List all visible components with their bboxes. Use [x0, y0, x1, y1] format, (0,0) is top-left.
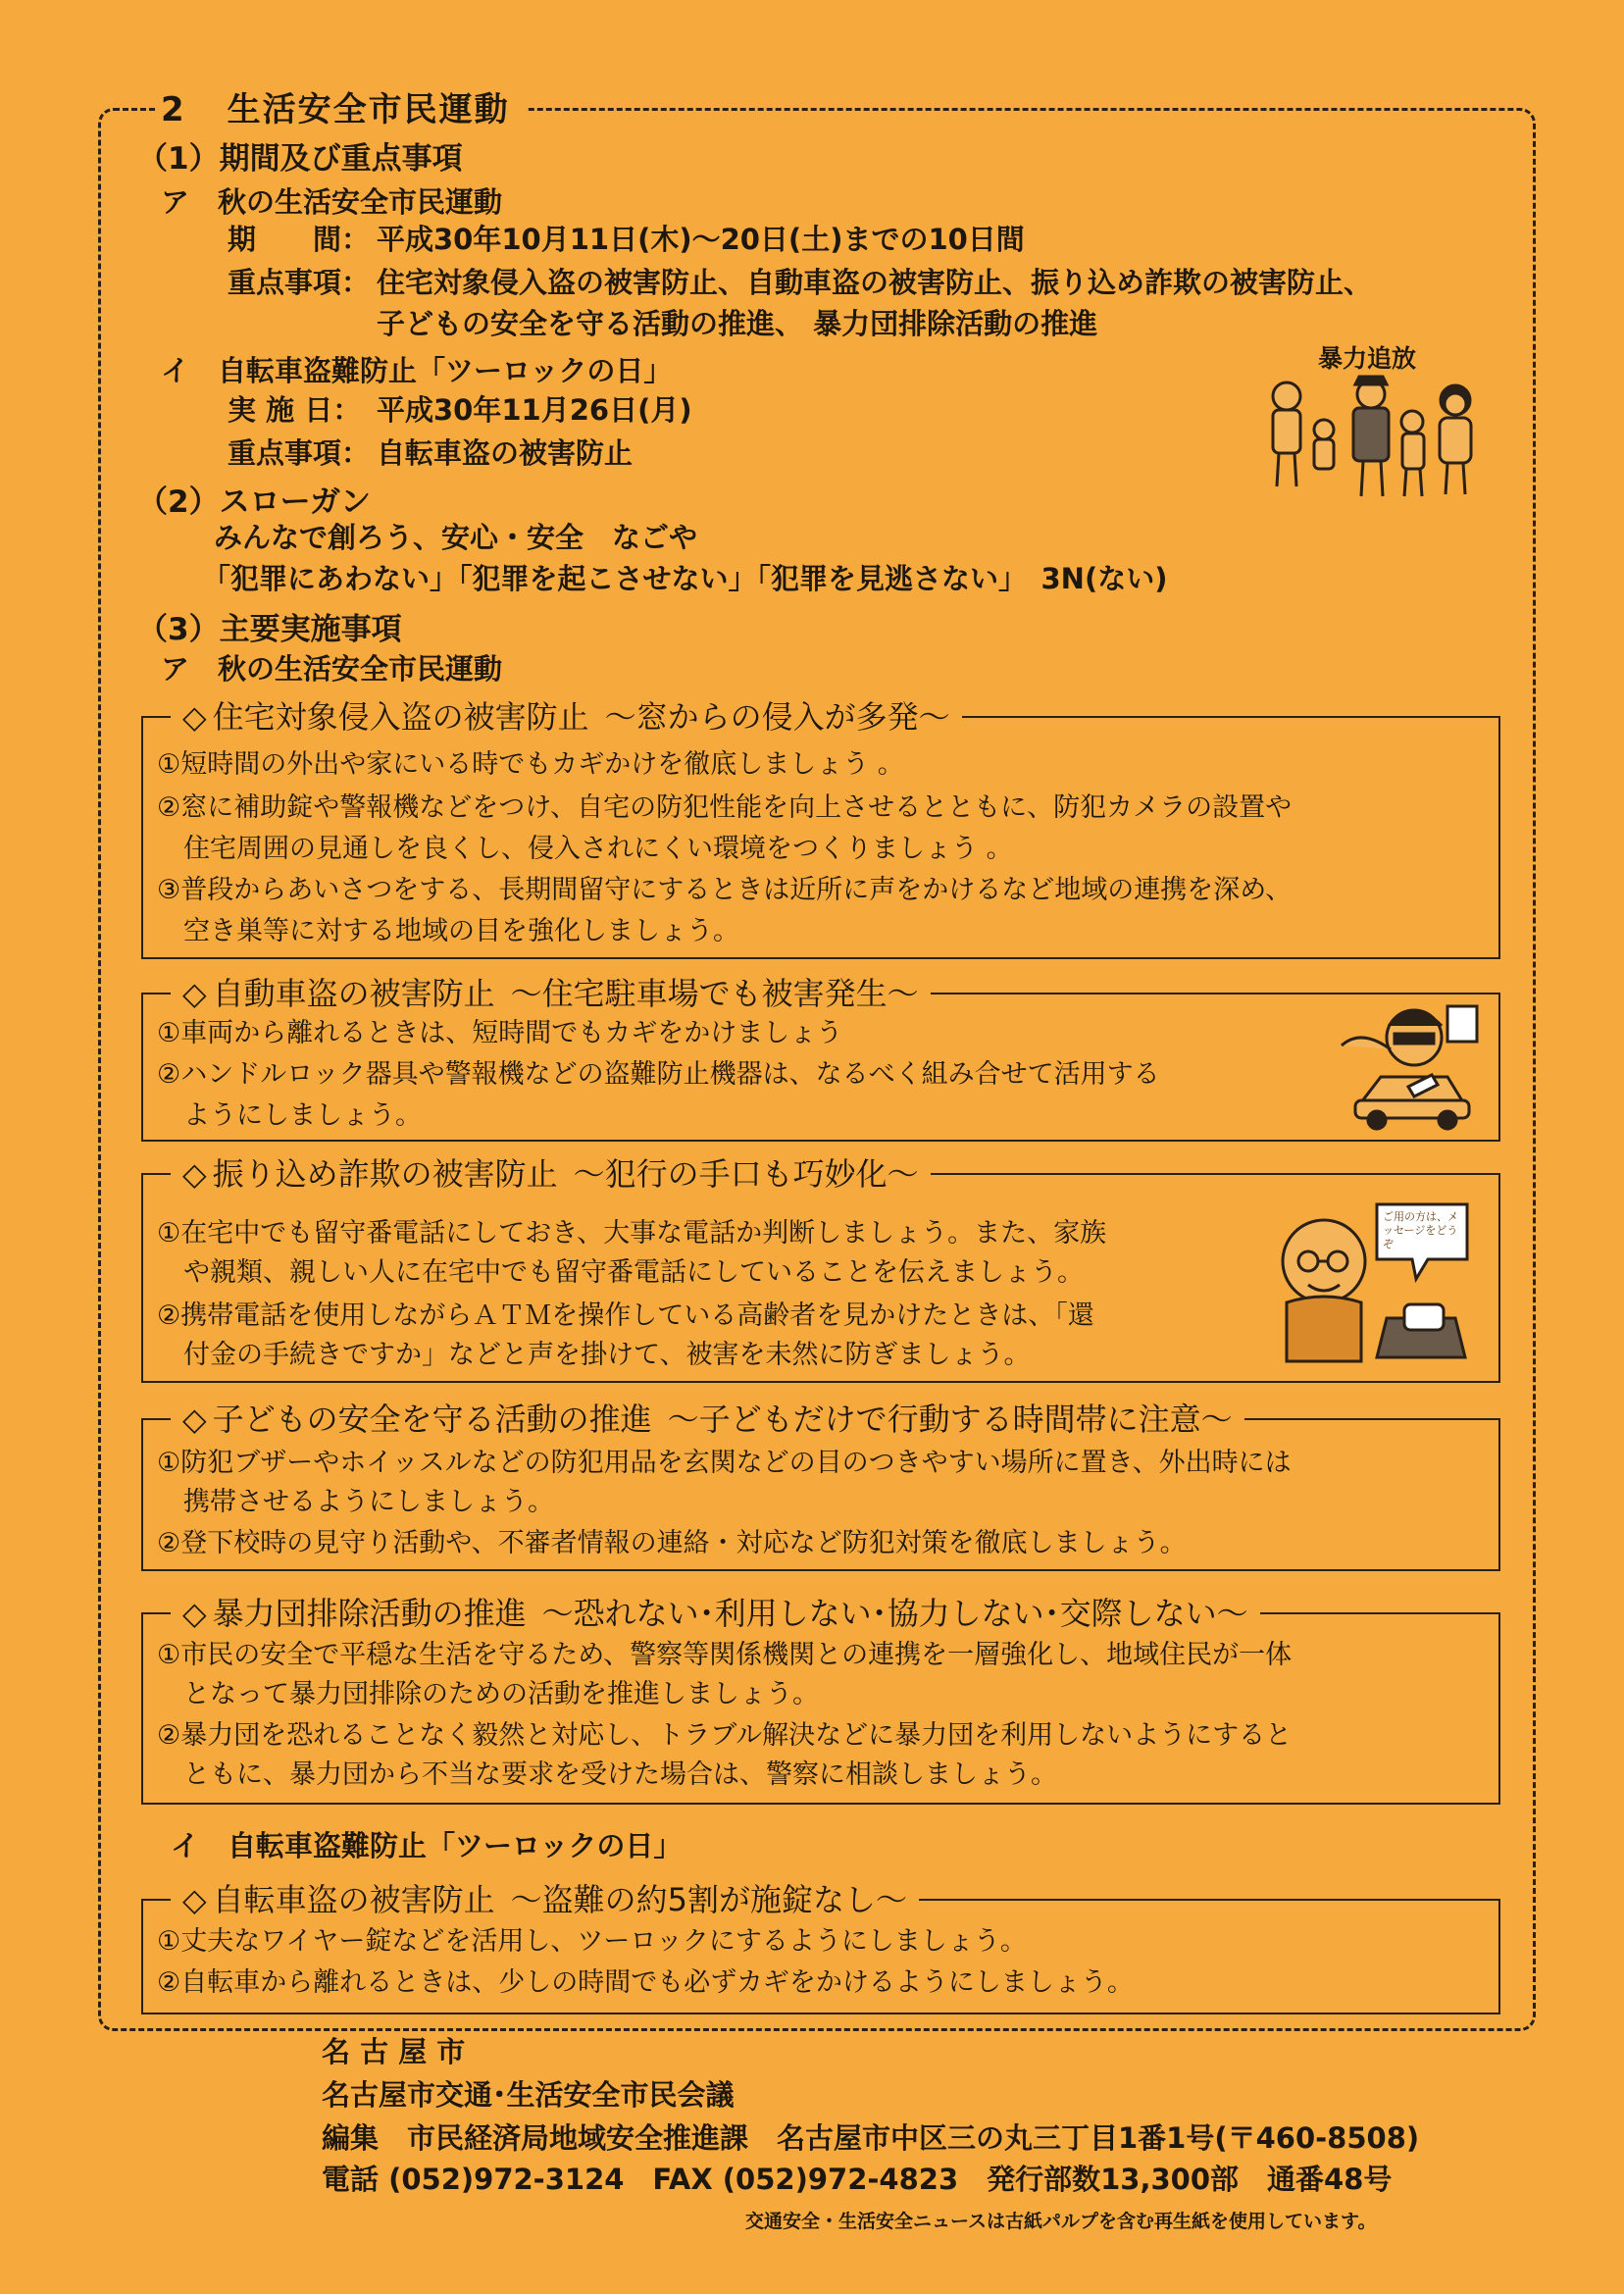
box-gang-tail: 〜恐れない･利用しない･協力しない･交際しない〜: [541, 1595, 1248, 1632]
anti-violence-illustration: [1255, 339, 1491, 516]
diamond-icon: ◇: [182, 975, 207, 1012]
list-item: ②暴力団を恐れることなく毅然と対応し、トラブル解決などに暴力団を利用しないようにすると: [157, 1720, 1293, 1751]
focus-line-1: 住宅対象侵入盗の被害防止、自動車盗の被害防止、振り込め詐欺の被害防止、: [377, 266, 1373, 299]
footer-editor: 編集 市民経済局地域安全推進課 名古屋市中区三の丸三丁目1番1号(〒460-8508): [322, 2121, 1420, 2155]
date-label: 実 施 日：: [228, 393, 362, 427]
slogan-line-2: 「犯罪にあわない」「犯罪を起こさせない」「犯罪を見逃さない」 3N(ない): [202, 562, 1168, 595]
period-value: 平成30年10月11日(木)〜20日(土)までの10日間: [377, 223, 1025, 256]
list-item: ①短時間の外出や家にいる時でもカギかけを徹底しましょう 。: [157, 749, 904, 780]
subheading-bike-activities: イ 自転車盗難防止「ツーロックの日」: [171, 1829, 683, 1862]
list-item: となって暴力団排除のための活動を推進しましょう。: [157, 1679, 819, 1709]
box-bike-main: 自転車盗の被害防止: [212, 1881, 495, 1918]
answering-machine-illustration: [1269, 1189, 1485, 1375]
box-fraud-main: 振り込め詐欺の被害防止: [212, 1155, 558, 1193]
list-item: や親類、親しい人に在宅中でも留守番電話にしていることを伝えましょう。: [157, 1257, 1084, 1288]
box-fraud-tail: 〜犯行の手口も巧妙化〜: [573, 1155, 919, 1193]
box-gang-title: [171, 1589, 1260, 1634]
box-car-title: [171, 969, 931, 1014]
box-gang: [141, 1595, 1500, 1805]
box-children-main: 子どもの安全を守る活動の推進: [212, 1401, 652, 1438]
list-item: ③普段からあいさつをする、長期間留守にするときは近所に声をかけるなど地域の連携を深め、: [157, 875, 1293, 905]
list-item: ②自転車から離れるときは、少しの時間でも必ずカギをかけるようにしましょう。: [157, 1967, 1134, 1998]
list-item: ②ハンドルロック器具や警報機などの盗難防止機器は、なるべく組み合せて活用する: [157, 1059, 1160, 1090]
list-item: ②携帯電話を使用しながらＡＴＭを操作している高齢者を見かけたときは、「還: [157, 1300, 1094, 1331]
list-item: 住宅周囲の見通しを良くし、侵入されにくい環境をつくりましょう 。: [157, 834, 1013, 864]
diamond-icon: ◇: [182, 1155, 207, 1193]
diamond-icon: ◇: [182, 698, 207, 736]
section-title-text: 生活安全市民運動: [227, 90, 510, 129]
list-item: ②窓に補助錠や警報機などをつけ、自宅の防犯性能を向上させるとともに、防犯カメラの設置や: [157, 792, 1293, 823]
box-children-tail: 〜子どもだけで行動する時間帯に注意〜: [667, 1401, 1233, 1438]
box-car-tail: 〜住宅駐車場でも被害発生〜: [510, 975, 919, 1012]
bike-focus-label: 重点事項：: [228, 436, 371, 470]
subheading-bike-day: イ 自転車盗難防止「ツーロックの日」: [161, 354, 673, 387]
heading-slogan: （2）スローガン: [137, 484, 371, 520]
slogan-line-1: みんなで創ろう、安心・安全 なごや: [214, 521, 698, 554]
diamond-icon: ◇: [182, 1595, 207, 1632]
list-item: ②登下校時の見守り活動や、不審者情報の連絡・対応など防犯対策を徹底しましょう。: [157, 1528, 1187, 1558]
period-label: 期 間：: [228, 223, 371, 256]
phone-bubble-text: ご用の方は、メッセージをどうぞ: [1383, 1210, 1458, 1250]
box-children-title: [171, 1395, 1244, 1440]
date-row: [228, 388, 692, 429]
box-bike-tail: 〜盗難の約5割が施錠なし〜: [510, 1881, 907, 1918]
list-item: ①車両から離れるときは、短時間でもカギをかけましょう: [157, 1018, 843, 1048]
footer-city: 名 古 屋 市: [322, 2035, 466, 2068]
bike-focus-value: 自転車盗の被害防止: [377, 436, 634, 470]
box-burglary-main: 住宅対象侵入盗の被害防止: [212, 698, 589, 736]
subheading-autumn: ア 秋の生活安全市民運動: [161, 185, 503, 219]
footer-council: 名古屋市交通･生活安全市民会議: [322, 2078, 735, 2112]
list-item: ①丈夫なワイヤー錠などを活用し、ツーロックにするようにしましょう。: [157, 1926, 1027, 1957]
period-row: [228, 218, 1025, 258]
box-children: [141, 1401, 1500, 1571]
focus-row: [228, 261, 1372, 301]
anti-violence-label: 暴力追放: [1318, 344, 1417, 373]
list-item: ようにしましょう。: [157, 1100, 422, 1131]
section-title: [157, 82, 526, 130]
heading-period: （1）期間及び重点事項: [137, 141, 463, 177]
list-item: 空き巣等に対する地域の目を強化しましょう。: [157, 916, 739, 946]
list-item: ①防犯ブザーやホイッスルなどの防犯用品を玄関などの目のつきやすい場所に置き、外出時には: [157, 1448, 1292, 1478]
focus-label: 重点事項：: [228, 266, 371, 299]
box-burglary-tail: 〜窓からの侵入が多発〜: [604, 698, 950, 736]
diamond-icon: ◇: [182, 1881, 207, 1918]
date-value: 平成30年11月26日(月): [377, 393, 692, 427]
section-number: 2: [161, 90, 186, 129]
box-fraud-title: [171, 1149, 931, 1195]
box-bike-title: [171, 1875, 919, 1920]
focus-line-2: 子どもの安全を守る活動の推進、 暴力団排除活動の推進: [377, 307, 1098, 340]
list-item: ①市民の安全で平穏な生活を守るため、警察等関係機関との連携を一層強化し、地域住民が一体: [157, 1640, 1293, 1670]
car-thief-icon: [1332, 998, 1489, 1134]
box-burglary: [141, 698, 1500, 959]
box-burglary-title: [171, 692, 962, 738]
list-item: 付金の手続きですか」などと声を掛けて、被害を未然に防ぎましょう。: [157, 1340, 1031, 1370]
box-gang-main: 暴力団排除活動の推進: [212, 1595, 527, 1632]
box-car-theft: [141, 975, 1500, 1142]
car-thief-illustration: [1332, 998, 1489, 1134]
heading-main-activities: （3）主要実施事項: [137, 612, 402, 647]
diamond-icon: ◇: [182, 1401, 207, 1438]
list-item: 携帯させるようにしましょう。: [157, 1487, 554, 1517]
footer-recycled-note: 交通安全・生活安全ニュースは古紙パルプを含む再生紙を使用しています。: [745, 2211, 1377, 2232]
list-item: ともに、暴力団から不当な要求を受けた場合は、警察に相談しましょう。: [157, 1759, 1057, 1790]
box-fraud: [141, 1155, 1500, 1383]
subheading-autumn-activities: ア 秋の生活安全市民運動: [161, 652, 503, 686]
box-car-main: 自動車盗の被害防止: [212, 975, 495, 1012]
bike-focus-row: [228, 432, 633, 472]
list-item: ①在宅中でも留守番電話にしておき、大事な電話か判断しましょう。また、家族: [157, 1218, 1107, 1249]
box-bike: [141, 1881, 1500, 2014]
footer-contact: 電話 (052)972-3124 FAX (052)972-4823 発行部数13,300部 通番48号: [322, 2163, 1393, 2196]
